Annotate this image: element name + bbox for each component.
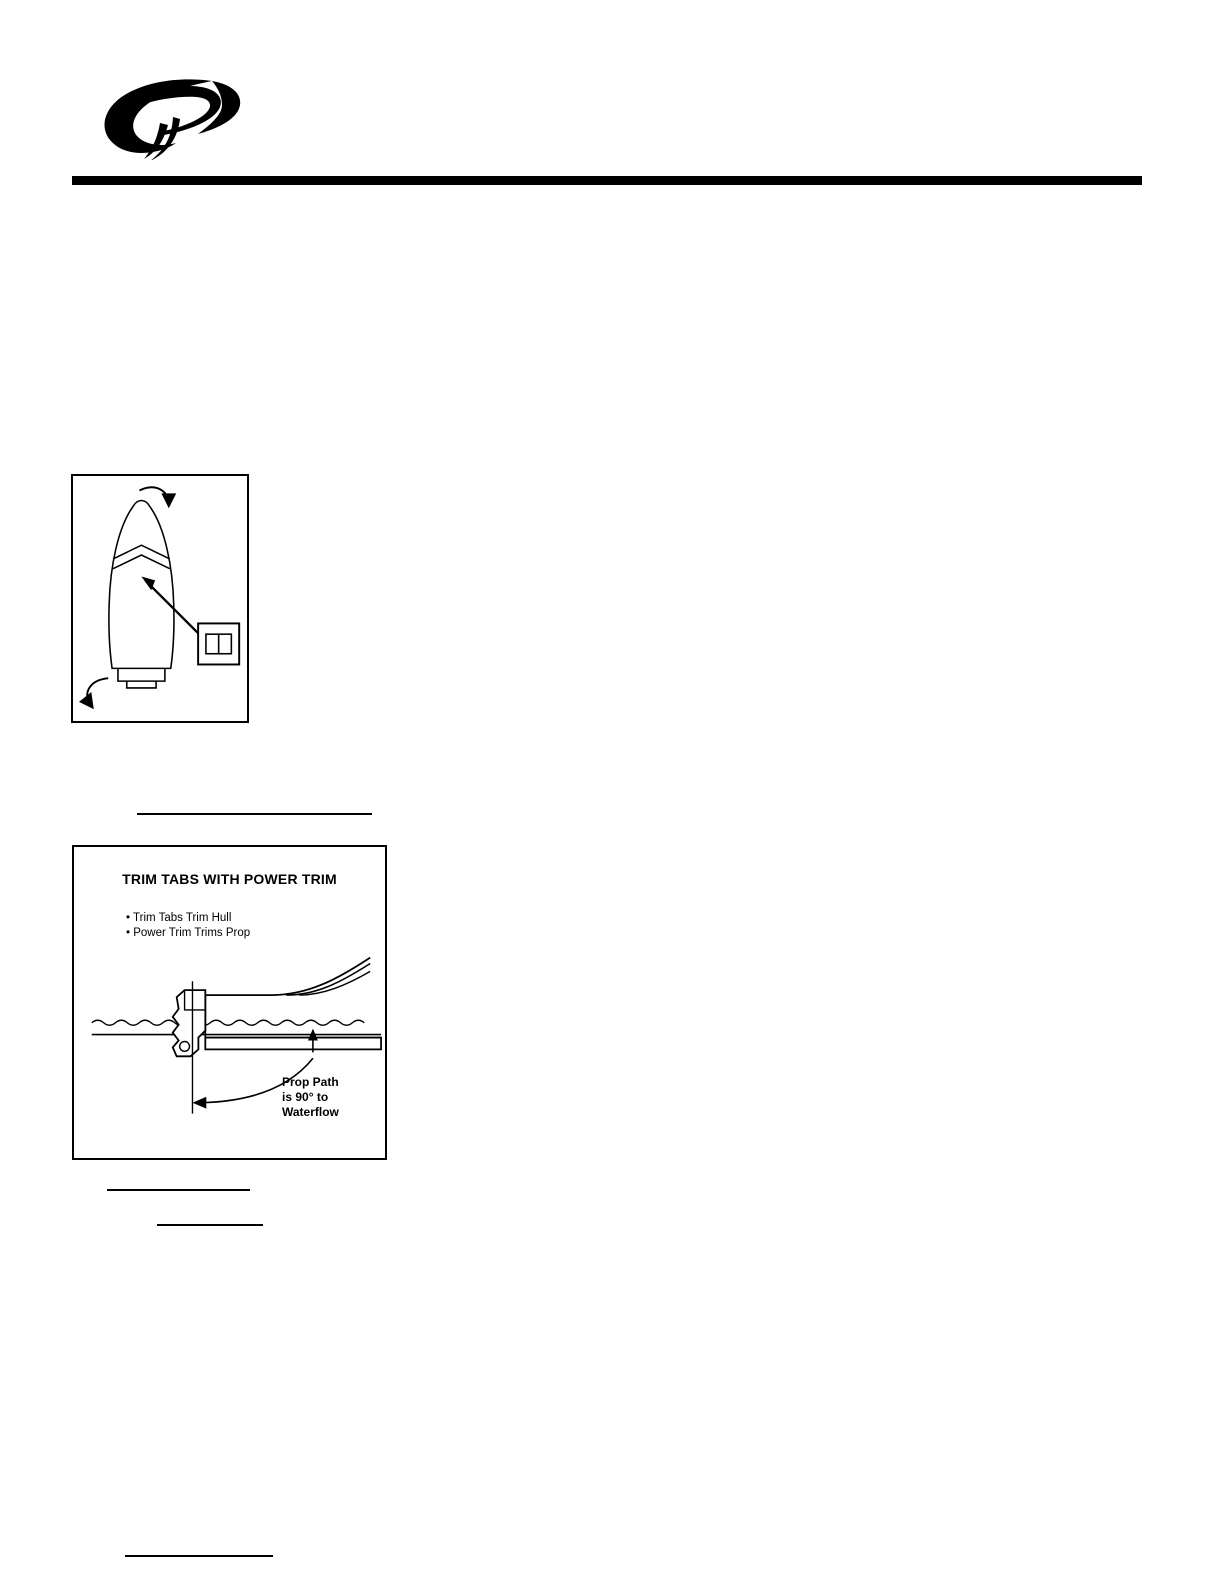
prop-path-annotation <box>282 1075 339 1120</box>
prop-path-line-2: is 90° to <box>282 1090 329 1104</box>
rule-above-trim-figure <box>137 813 372 815</box>
boat-diagram-svg <box>73 476 247 721</box>
rule-below-trim-figure-b <box>157 1224 263 1226</box>
footer-rule <box>125 1555 273 1557</box>
figure-boat-trim-tab-switch <box>71 474 249 723</box>
bow-rotation-arrow <box>139 487 174 506</box>
trim-bullet-hull: • Trim Tabs Trim Hull <box>126 912 232 924</box>
rule-below-trim-figure-a <box>107 1189 250 1191</box>
pointer-arrow <box>141 577 198 634</box>
trim-tab-switch-panel <box>198 623 239 664</box>
figure-trim-title: TRIM TABS WITH POWER TRIM <box>122 871 337 887</box>
prop-path-line-1: Prop Path <box>282 1075 339 1089</box>
brand-logo-svg <box>72 55 262 160</box>
prop-path-line-3: Waterflow <box>282 1105 339 1119</box>
header-divider-rule <box>72 176 1142 185</box>
waterline <box>92 1020 364 1025</box>
trim-bullet-prop: • Power Trim Trims Prop <box>126 927 251 939</box>
figure-trim-tabs-with-power-trim <box>72 845 387 1160</box>
brand-logo <box>72 55 262 160</box>
stern-rotation-arrow <box>81 678 108 707</box>
sterndrive-unit <box>173 990 206 1056</box>
